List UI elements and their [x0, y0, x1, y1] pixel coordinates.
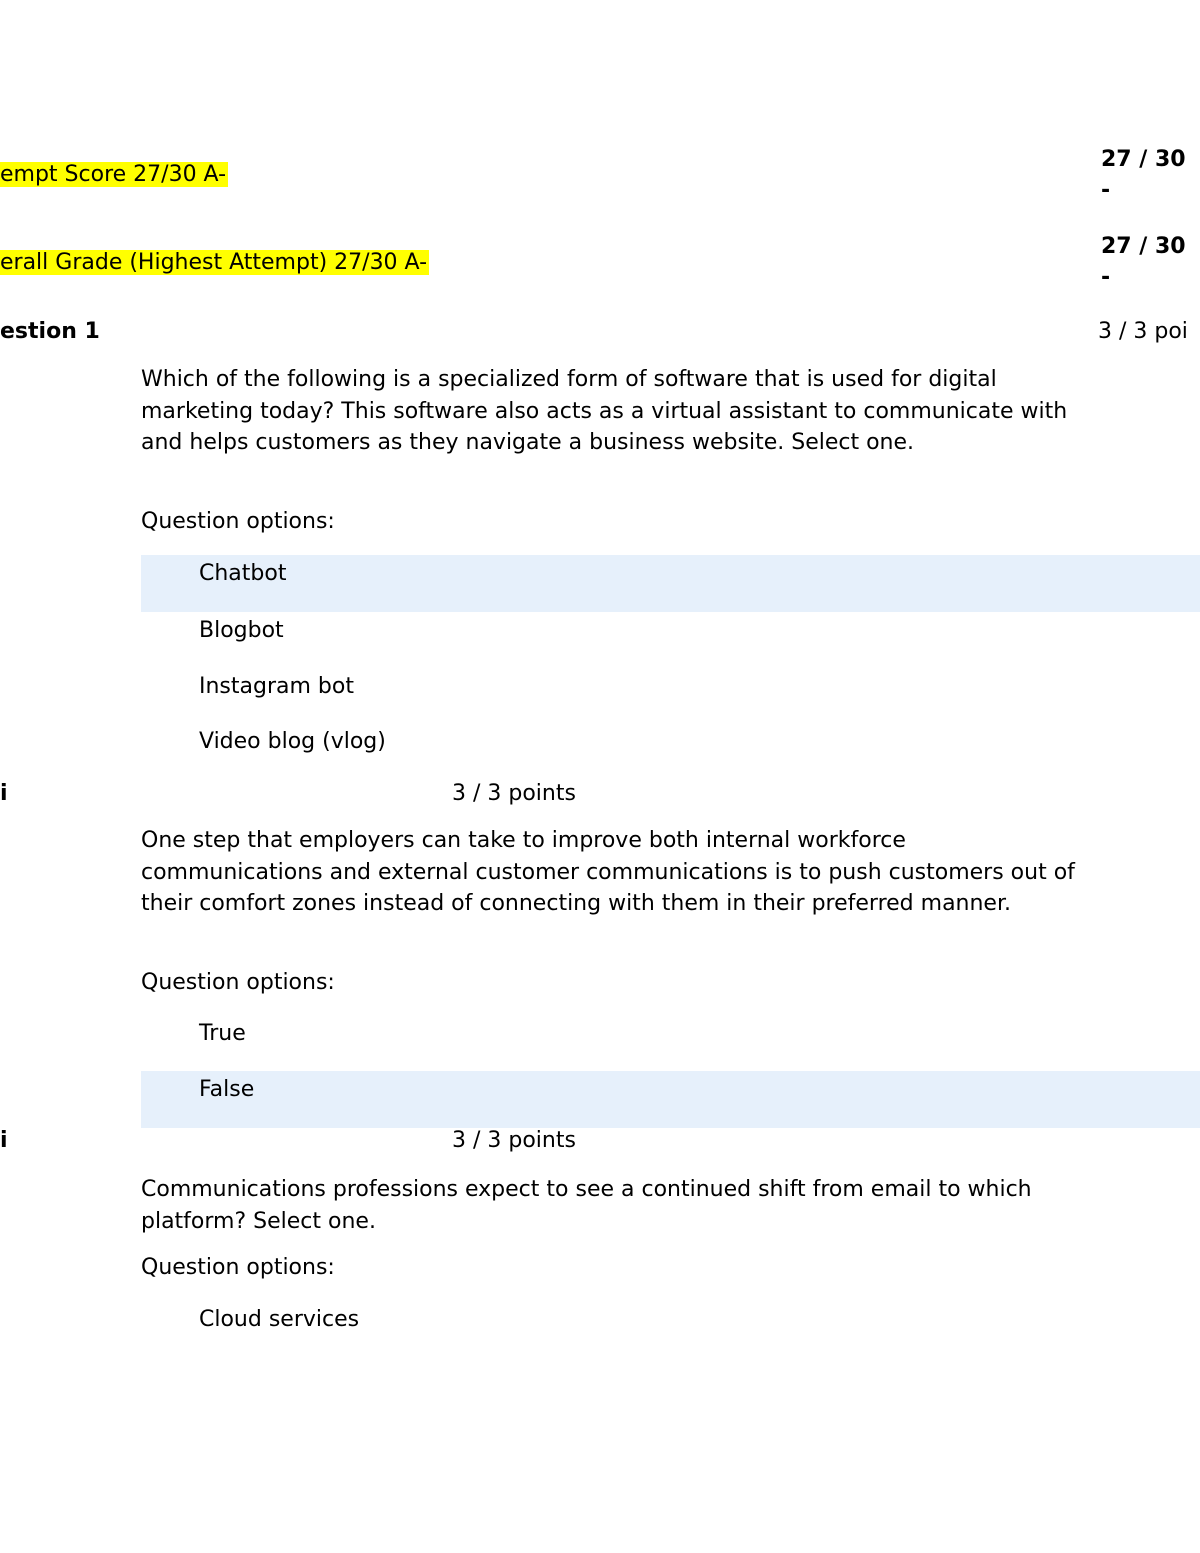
option-row[interactable]: [141, 1015, 1200, 1072]
option-row[interactable]: [141, 1301, 1200, 1358]
option-row[interactable]: [141, 723, 1200, 780]
option-label: True: [199, 1021, 246, 1046]
question-options-label: Question options:: [141, 1255, 335, 1280]
option-row[interactable]: [141, 668, 1200, 725]
option-label: False: [199, 1077, 255, 1102]
option-label: Instagram bot: [199, 674, 354, 699]
question-heading: estion 1: [0, 319, 100, 344]
question-options-label: Question options:: [141, 509, 335, 534]
question-heading: i: [0, 1128, 8, 1153]
question-heading: i: [0, 781, 8, 806]
option-label: Video blog (vlog): [199, 729, 386, 754]
attempt-score-text: empt Score 27/30 A-: [0, 162, 227, 187]
question-text: One step that employers can take to improve both internal workforce communications and external customer communications is to push customers out of their comfort zones instead of connecting with them in their preferred manner.: [141, 828, 1075, 916]
question-text: Which of the following is a specialized form of software that is used for digital marketing today? This software also acts as a virtual assistant to communicate with and helps customers as they navigate a business website. Select one.: [141, 367, 1068, 455]
option-label: Blogbot: [199, 618, 284, 643]
overall-grade-value: 27 / 30: [1101, 234, 1186, 259]
attempt-score-dash: -: [1101, 178, 1111, 203]
option-label: Chatbot: [199, 561, 287, 586]
option-row-selected[interactable]: [141, 555, 1200, 612]
question-points: 3 / 3 poi: [1098, 319, 1188, 344]
question-text: Communications professions expect to see a continued shift from email to which platform? Select one.: [141, 1177, 1032, 1234]
question-options-label: Question options:: [141, 970, 335, 995]
attempt-score-label: [0, 160, 228, 190]
option-row-selected[interactable]: [141, 1071, 1200, 1128]
option-row[interactable]: [141, 612, 1200, 669]
attempt-score-value: 27 / 30: [1101, 147, 1186, 172]
overall-grade-label: [0, 248, 429, 278]
option-label: Cloud services: [199, 1307, 360, 1332]
overall-grade-text: erall Grade (Highest Attempt) 27/30 A-: [0, 250, 428, 275]
question-points: 3 / 3 points: [452, 1128, 576, 1153]
question-points: 3 / 3 points: [452, 781, 576, 806]
overall-grade-dash: -: [1101, 265, 1111, 290]
